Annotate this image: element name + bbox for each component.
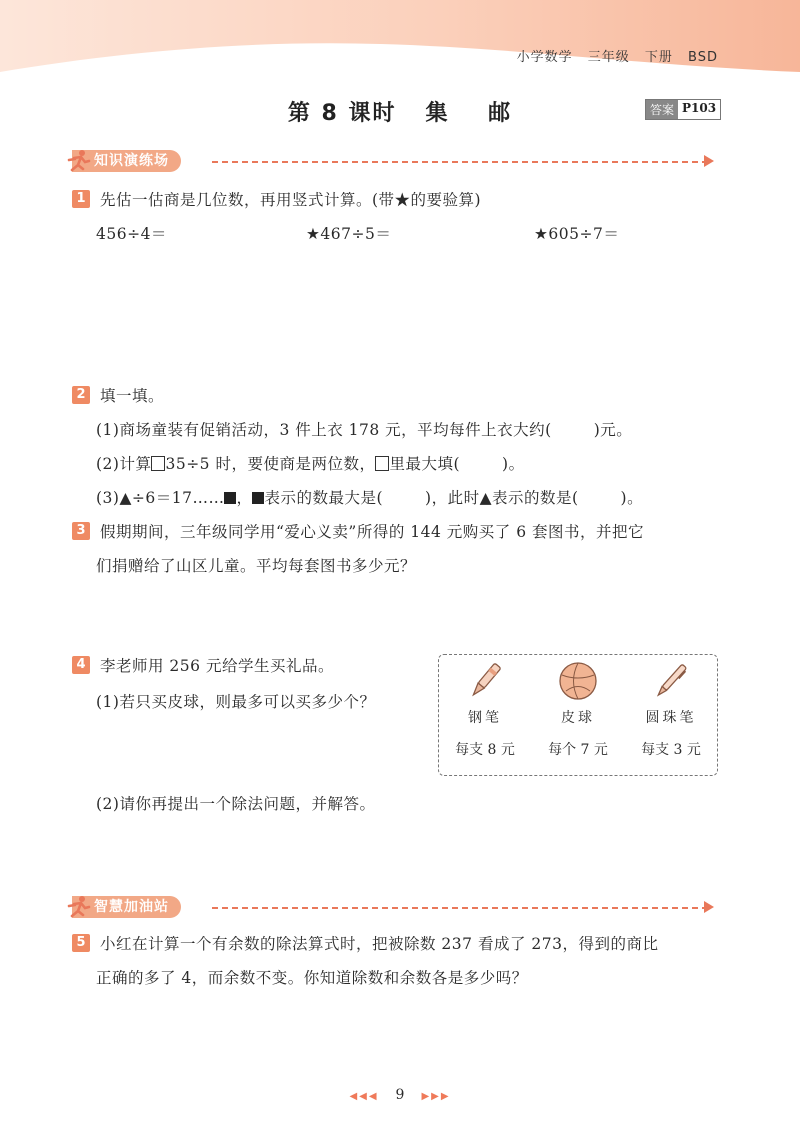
product-item: [532, 655, 624, 759]
ballpoint-pen-icon: [651, 661, 691, 701]
answer-page: P103: [678, 100, 720, 119]
banner-arrow-icon: [704, 901, 714, 913]
filled-square-icon: [252, 492, 264, 504]
product-item: [439, 655, 531, 759]
question-number: 3: [72, 522, 90, 540]
q2-sub2-tail: )。: [502, 455, 525, 473]
q2-sub3-tail: )。: [620, 489, 644, 507]
question-number: 2: [72, 386, 90, 404]
q5-line-1: 小红在计算一个有余数的除法算式时，把被除数 237 看成了 273，得到的商比: [100, 935, 659, 953]
page-number: 9: [395, 1087, 405, 1103]
page-footer: [0, 1087, 800, 1103]
pen-icon: [465, 661, 505, 701]
header-band: [0, 0, 800, 90]
q3-line-2: 们捐赠给了山区儿童。平均每套图书多少元？: [96, 557, 417, 575]
answer-label: 答案: [646, 100, 678, 119]
product-item: [625, 655, 717, 759]
section-banner-practice: [72, 150, 722, 174]
q2-sub2-text: 里最大填(: [389, 455, 461, 473]
section-title: 智慧加油站: [72, 896, 181, 918]
section-banner-challenge: [72, 896, 722, 920]
q2-sub3-text: (3)▲÷6＝17……: [96, 489, 225, 507]
product-name: 圆珠笔: [645, 710, 697, 726]
product-price: 每支 8 元: [455, 742, 515, 758]
question-number: 1: [72, 190, 90, 208]
q2-sub3-text: )，此时▲表示的数是(: [425, 489, 579, 507]
question-number: 5: [72, 934, 90, 952]
product-price: 每支 3 元: [641, 742, 701, 758]
section-title: 知识演练场: [72, 150, 181, 172]
product-name: 钢笔: [468, 710, 502, 726]
right-arrows-icon: ▶▶▶: [421, 1091, 451, 1102]
q1-expr-3: ★605÷7＝: [534, 225, 620, 243]
q2-sub2-text: (2)计算: [96, 455, 152, 473]
ball-icon: [558, 661, 598, 701]
q5-line-2: 正确的多了 4，而余数不变。你知道除数和余数各是多少吗？: [96, 969, 528, 987]
q2-sub1: [96, 418, 632, 440]
q2-sub1-tail: )元。: [593, 421, 633, 439]
q4-sub1: (1)若只买皮球，则最多可以买多少个？: [96, 693, 376, 711]
header-volume: 下册: [644, 50, 673, 65]
q1-expr-1: 456÷4＝: [96, 225, 167, 243]
banner-dash-line: [212, 907, 708, 909]
q2-sub1-text: (1)商场童装有促销活动，3 件上衣 178 元，平均每件上衣大约(: [96, 421, 552, 439]
question-number: 4: [72, 656, 90, 674]
header-meta: [507, 46, 718, 65]
runner-icon: [66, 148, 92, 174]
answer-reference[interactable]: [645, 99, 721, 120]
header-subject: 小学数学: [516, 50, 573, 65]
q2-sub2-text: 35÷5 时，要使商是两位数，: [165, 455, 376, 473]
filled-square-icon: [224, 492, 236, 504]
left-arrows-icon: ◀◀◀: [349, 1091, 379, 1102]
header-grade: 三年级: [587, 50, 630, 65]
runner-icon: [66, 894, 92, 920]
q2-sub3-text: 表示的数最大是(: [264, 489, 384, 507]
banner-dash-line: [212, 161, 708, 163]
lesson-title: 第 8 课时 集 邮: [287, 101, 513, 126]
q4-sub2: (2)请你再提出一个除法问题，并解答。: [96, 795, 376, 813]
header-edition: BSD: [688, 50, 718, 65]
banner-arrow-icon: [704, 155, 714, 167]
q2-sub3-text: ，: [236, 489, 253, 507]
product-price: 每个 7 元: [548, 742, 608, 758]
empty-box-icon: [151, 456, 165, 471]
q2-prompt: 填一填。: [100, 387, 165, 405]
q1-expr-2: ★467÷5＝: [306, 225, 392, 243]
q4-prompt: 李老师用 256 元给学生买礼品。: [100, 657, 334, 675]
q1-prompt: 先估一估商是几位数，再用竖式计算。(带★的要验算): [100, 191, 482, 209]
q2-sub3: [96, 486, 643, 508]
product-price-box: [438, 654, 718, 776]
q2-sub2: [96, 452, 525, 474]
q3-line-1: 假期期间，三年级同学用“爱心义卖”所得的 144 元购买了 6 套图书，并把它: [100, 523, 645, 541]
empty-box-icon: [375, 456, 389, 471]
product-name: 皮球: [561, 710, 595, 726]
